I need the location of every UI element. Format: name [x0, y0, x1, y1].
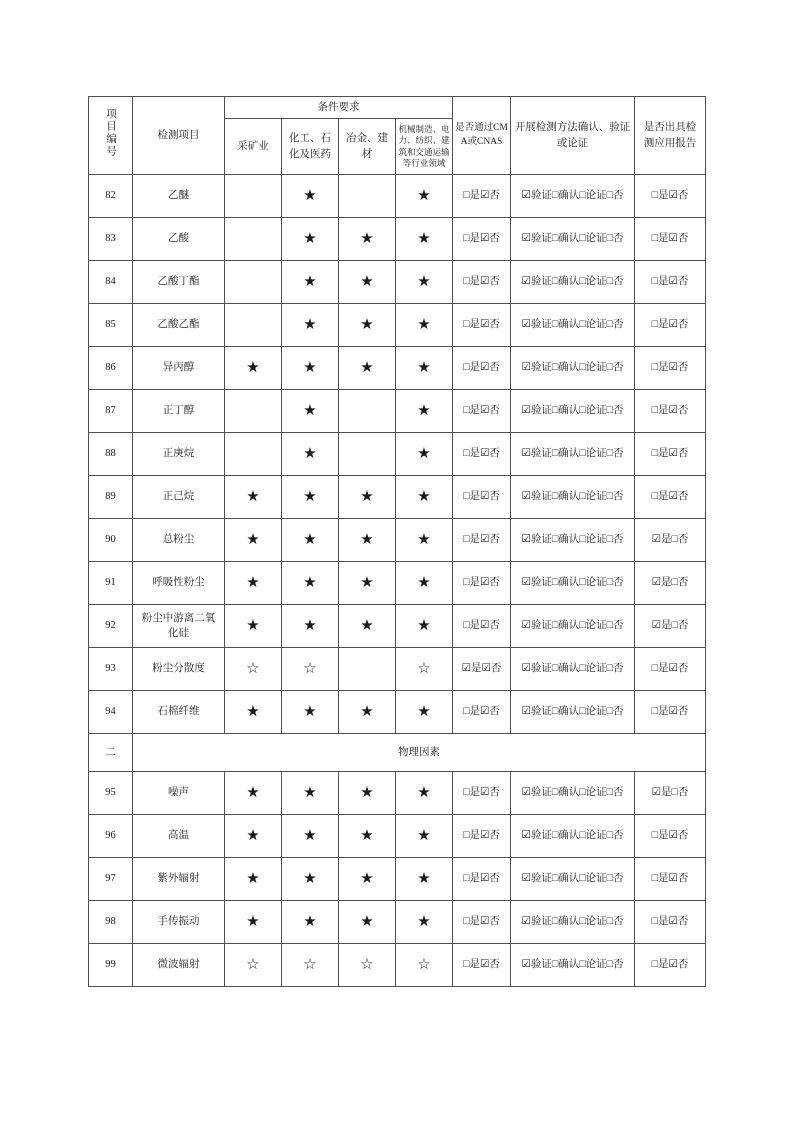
section-row [89, 734, 706, 772]
star-cell [225, 433, 282, 476]
star-cell: ☆ [225, 648, 282, 691]
table-row [89, 901, 706, 944]
star-cell: ★ [339, 304, 396, 347]
report-cell: □是☑否 [635, 433, 706, 476]
table-row [89, 390, 706, 433]
star-cell [339, 390, 396, 433]
report-cell: □是☑否 [635, 304, 706, 347]
item-no-cell: 92 [89, 605, 133, 648]
method-cell: ☑验证□确认□论证□否 [511, 858, 635, 901]
report-cell: □是☑否 [635, 390, 706, 433]
star-cell: ★ [396, 815, 453, 858]
table-row [89, 519, 706, 562]
report-cell: □是☑否 [635, 175, 706, 218]
table-row [89, 433, 706, 476]
method-cell: ☑验证□确认□论证□否 [511, 433, 635, 476]
item-no-cell: 99 [89, 944, 133, 987]
star-cell: ★ [339, 218, 396, 261]
item-no-cell: 87 [89, 390, 133, 433]
star-cell: ★ [396, 519, 453, 562]
star-cell: ★ [225, 562, 282, 605]
report-cell: □是☑否 [635, 476, 706, 519]
header-industry-metallurgy: 冶金、建材 [339, 119, 396, 175]
cma-cell: □是☑否 [453, 944, 511, 987]
star-cell: ★ [282, 562, 339, 605]
detection-items-table [88, 96, 706, 987]
report-cell: □是☑否 [635, 218, 706, 261]
table-body [89, 175, 706, 987]
header-item: 检测项目 [133, 97, 225, 175]
star-cell: ★ [339, 691, 396, 734]
star-cell: ★ [282, 304, 339, 347]
report-cell: ☑是□否 [635, 519, 706, 562]
star-cell: ★ [396, 433, 453, 476]
cma-cell: □是☑否 [453, 433, 511, 476]
report-cell: □是☑否 [635, 347, 706, 390]
method-cell: ☑验证□确认□论证□否 [511, 605, 635, 648]
star-cell: ★ [282, 815, 339, 858]
star-cell: ★ [396, 304, 453, 347]
star-cell: ★ [396, 901, 453, 944]
method-cell: ☑验证□确认□论证□否 [511, 691, 635, 734]
method-cell: ☑验证□确认□论证□否 [511, 519, 635, 562]
star-cell [339, 433, 396, 476]
item-no-cell: 93 [89, 648, 133, 691]
cma-cell: □是☑否 [453, 815, 511, 858]
table-row [89, 304, 706, 347]
star-cell: ★ [225, 858, 282, 901]
header-cma: 是否通过CMA或CNAS [453, 97, 511, 175]
star-cell: ★ [282, 433, 339, 476]
star-cell: ★ [396, 347, 453, 390]
star-cell: ★ [225, 691, 282, 734]
method-cell: ☑验证□确认□论证□否 [511, 476, 635, 519]
cma-cell: ☑是☑否 [453, 648, 511, 691]
star-cell: ★ [282, 175, 339, 218]
item-name-cell: 粉尘中游离二氧化硅 [133, 605, 225, 648]
header-industry-machinery: 机械制造、电力、纺织、建筑和交通运输等行业领域 [396, 119, 453, 175]
cma-cell: □是☑否 [453, 562, 511, 605]
header-row-top [89, 97, 706, 119]
table-row [89, 772, 706, 815]
star-cell: ☆ [282, 648, 339, 691]
star-cell [225, 304, 282, 347]
item-name-cell: 高温 [133, 815, 225, 858]
item-name-cell: 乙酸乙酯 [133, 304, 225, 347]
item-no-cell: 88 [89, 433, 133, 476]
star-cell: ★ [396, 691, 453, 734]
star-cell: ★ [339, 858, 396, 901]
star-cell: ★ [282, 218, 339, 261]
item-name-cell: 微波辐射 [133, 944, 225, 987]
item-name-cell: 乙醚 [133, 175, 225, 218]
section-no-cell: 二 [89, 734, 133, 772]
item-name-cell: 手传振动 [133, 901, 225, 944]
cma-cell: □是☑否 [453, 390, 511, 433]
report-cell: □是☑否 [635, 944, 706, 987]
star-cell: ★ [282, 901, 339, 944]
star-cell: ★ [225, 772, 282, 815]
star-cell: ★ [339, 815, 396, 858]
header-report: 是否出具检测应用报告 [635, 97, 706, 175]
header-method: 开展检测方法确认、验证或论证 [511, 97, 635, 175]
star-cell: ☆ [396, 648, 453, 691]
item-no-cell: 96 [89, 815, 133, 858]
star-cell [225, 390, 282, 433]
table-row [89, 944, 706, 987]
item-name-cell: 噪声 [133, 772, 225, 815]
cma-cell: □是☑否 [453, 901, 511, 944]
method-cell: ☑验证□确认□论证□否 [511, 648, 635, 691]
star-cell: ★ [225, 347, 282, 390]
table-row [89, 476, 706, 519]
item-no-cell: 90 [89, 519, 133, 562]
item-no-cell: 84 [89, 261, 133, 304]
star-cell: ★ [396, 218, 453, 261]
star-cell [225, 175, 282, 218]
star-cell: ☆ [396, 944, 453, 987]
method-cell: ☑验证□确认□论证□否 [511, 944, 635, 987]
star-cell [225, 261, 282, 304]
table-row [89, 218, 706, 261]
method-cell: ☑验证□确认□论证□否 [511, 815, 635, 858]
cma-cell: □是☑否 [453, 261, 511, 304]
star-cell [225, 218, 282, 261]
cma-cell: □是☑否 [453, 175, 511, 218]
cma-cell: □是☑否 [453, 691, 511, 734]
star-cell: ★ [396, 261, 453, 304]
report-cell: □是☑否 [635, 858, 706, 901]
item-no-cell: 83 [89, 218, 133, 261]
table-row [89, 815, 706, 858]
header-condition: 条件要求 [225, 97, 453, 119]
method-cell: ☑验证□确认□论证□否 [511, 901, 635, 944]
method-cell: ☑验证□确认□论证□否 [511, 218, 635, 261]
method-cell: ☑验证□确认□论证□否 [511, 347, 635, 390]
star-cell: ★ [282, 858, 339, 901]
cma-cell: □是☑否 [453, 605, 511, 648]
star-cell: ★ [396, 772, 453, 815]
star-cell: ★ [396, 175, 453, 218]
item-name-cell: 粉尘分散度 [133, 648, 225, 691]
star-cell: ★ [282, 519, 339, 562]
item-no-cell: 97 [89, 858, 133, 901]
cma-cell: □是☑否 [453, 347, 511, 390]
star-cell: ★ [282, 261, 339, 304]
item-no-cell: 98 [89, 901, 133, 944]
method-cell: ☑验证□确认□论证□否 [511, 562, 635, 605]
star-cell: ★ [282, 772, 339, 815]
header-item-no-label: 项目编号 [105, 107, 117, 158]
cma-cell: □是☑否 [453, 772, 511, 815]
star-cell: ★ [282, 390, 339, 433]
star-cell: ☆ [225, 944, 282, 987]
item-name-cell: 正庚烷 [133, 433, 225, 476]
table-row [89, 175, 706, 218]
star-cell: ★ [282, 347, 339, 390]
star-cell: ★ [339, 347, 396, 390]
item-no-cell: 95 [89, 772, 133, 815]
item-name-cell: 石棉纤维 [133, 691, 225, 734]
star-cell: ★ [282, 476, 339, 519]
cma-cell: □是☑否 [453, 304, 511, 347]
method-cell: ☑验证□确认□论证□否 [511, 390, 635, 433]
star-cell: ★ [339, 901, 396, 944]
cma-cell: □是☑否 [453, 858, 511, 901]
star-cell: ☆ [339, 944, 396, 987]
star-cell: ★ [339, 605, 396, 648]
report-cell: ☑是□否 [635, 605, 706, 648]
cma-cell: □是☑否 [453, 519, 511, 562]
item-name-cell: 乙酸丁酯 [133, 261, 225, 304]
table-row [89, 347, 706, 390]
item-name-cell: 乙酸 [133, 218, 225, 261]
report-cell: □是☑否 [635, 261, 706, 304]
star-cell: ★ [396, 562, 453, 605]
report-cell: □是☑否 [635, 901, 706, 944]
item-name-cell: 正己烷 [133, 476, 225, 519]
star-cell: ★ [339, 519, 396, 562]
report-cell: □是☑否 [635, 815, 706, 858]
table-row [89, 691, 706, 734]
star-cell: ★ [396, 605, 453, 648]
cma-cell: □是☑否 [453, 476, 511, 519]
star-cell: ★ [282, 691, 339, 734]
method-cell: ☑验证□确认□论证□否 [511, 304, 635, 347]
section-label-cell: 物理因素 [133, 734, 706, 772]
table-row [89, 261, 706, 304]
star-cell: ★ [225, 476, 282, 519]
table-row [89, 858, 706, 901]
item-no-cell: 94 [89, 691, 133, 734]
header-item-no [89, 97, 133, 175]
report-cell: □是☑否 [635, 691, 706, 734]
item-no-cell: 85 [89, 304, 133, 347]
item-name-cell: 总粉尘 [133, 519, 225, 562]
table-row [89, 562, 706, 605]
header-industry-mining: 采矿业 [225, 119, 282, 175]
table-header [89, 97, 706, 175]
star-cell: ★ [339, 772, 396, 815]
table-row [89, 605, 706, 648]
star-cell: ★ [339, 261, 396, 304]
report-cell: ☑是□否 [635, 562, 706, 605]
table-row [89, 648, 706, 691]
header-industry-chemical: 化工、石化及医药 [282, 119, 339, 175]
star-cell [339, 648, 396, 691]
item-name-cell: 紫外辐射 [133, 858, 225, 901]
item-name-cell: 呼吸性粉尘 [133, 562, 225, 605]
star-cell: ★ [225, 519, 282, 562]
item-no-cell: 82 [89, 175, 133, 218]
star-cell: ★ [396, 476, 453, 519]
cma-cell: □是☑否 [453, 218, 511, 261]
star-cell: ★ [225, 901, 282, 944]
report-cell: □是☑否 [635, 648, 706, 691]
star-cell: ★ [396, 390, 453, 433]
star-cell: ★ [396, 858, 453, 901]
star-cell: ★ [339, 562, 396, 605]
item-no-cell: 89 [89, 476, 133, 519]
method-cell: ☑验证□确认□论证□否 [511, 772, 635, 815]
star-cell: ★ [225, 605, 282, 648]
item-no-cell: 86 [89, 347, 133, 390]
item-no-cell: 91 [89, 562, 133, 605]
star-cell: ★ [225, 815, 282, 858]
star-cell: ★ [339, 476, 396, 519]
star-cell: ☆ [282, 944, 339, 987]
item-name-cell: 正丁醇 [133, 390, 225, 433]
star-cell: ★ [282, 605, 339, 648]
star-cell [339, 175, 396, 218]
report-cell: ☑是□否 [635, 772, 706, 815]
method-cell: ☑验证□确认□论证□否 [511, 261, 635, 304]
item-name-cell: 异丙醇 [133, 347, 225, 390]
method-cell: ☑验证□确认□论证□否 [511, 175, 635, 218]
